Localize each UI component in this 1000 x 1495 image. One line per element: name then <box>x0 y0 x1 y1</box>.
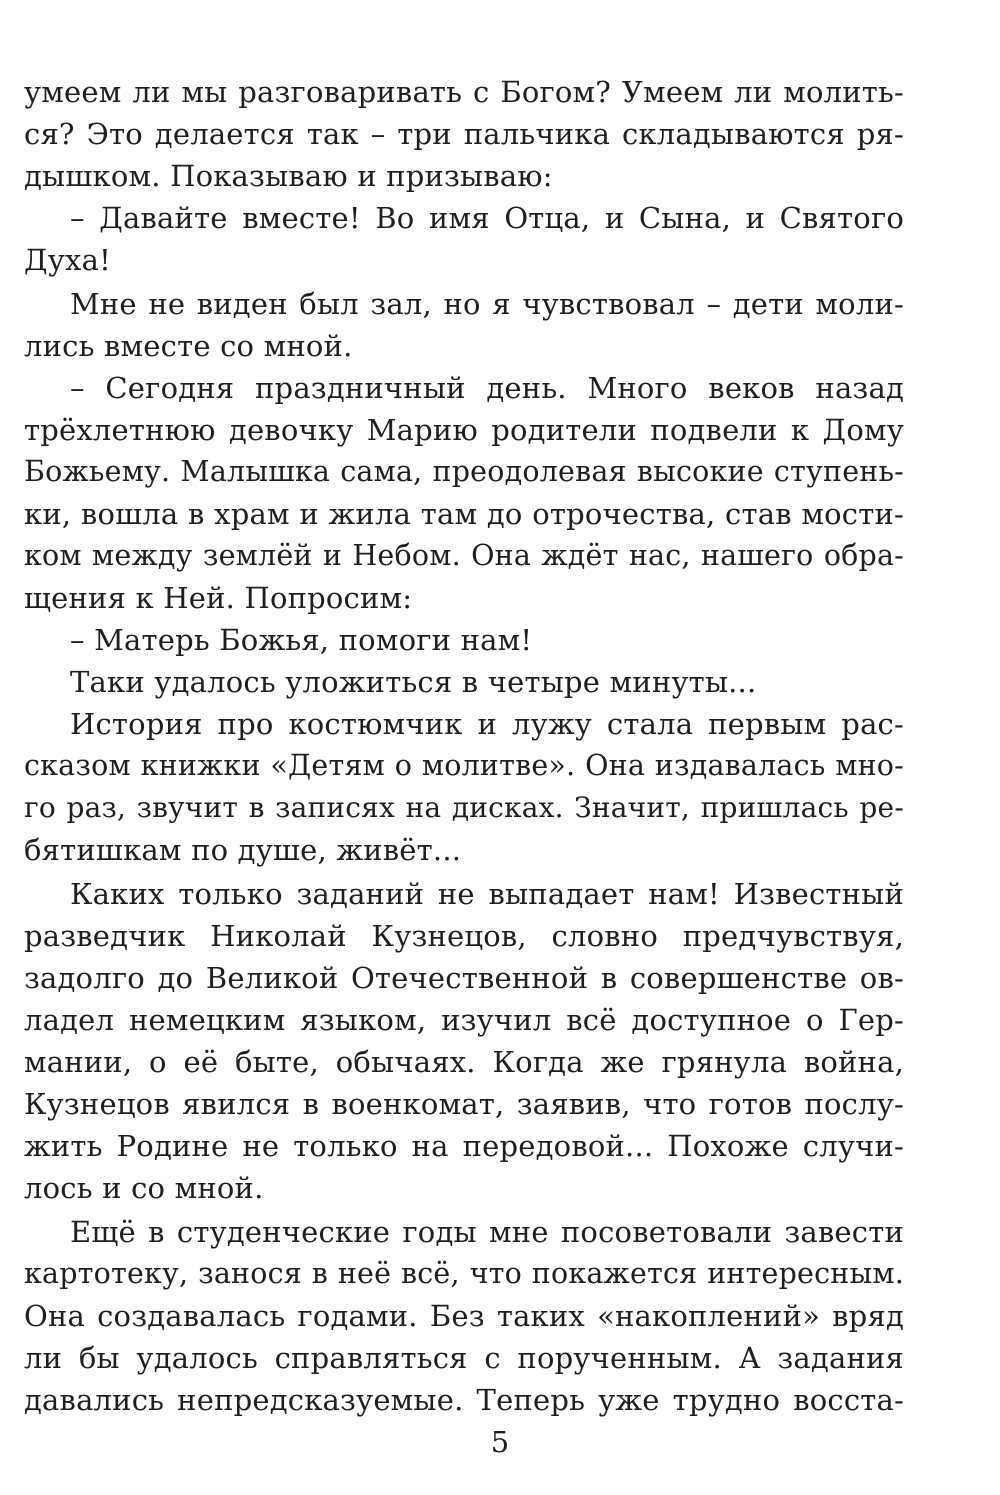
text-line: ся? Это делается так – три пальчика складываются ря- <box>24 117 904 151</box>
text-line: дышком. Показываю и призываю: <box>24 159 553 193</box>
text-line: сказом книжки «Детям о молитве». Она издавалась мно- <box>24 749 904 782</box>
text-line: картотеку, занося в неё всё, что покажется интересным. <box>24 1257 904 1290</box>
text-line: – Давайте вместе! Во имя Отца, и Сына, и Святого <box>70 201 904 235</box>
text-line: Духа! <box>24 243 111 277</box>
text-line: Таки удалось уложиться в четыре минуты... <box>70 665 757 699</box>
text-line: давались непредсказуемые. Теперь уже трудно восста- <box>24 1383 904 1417</box>
text-line: задолго до Великой Отечественной в совершенстве ов- <box>24 961 904 995</box>
text-line: – Матерь Божья, помоги нам! <box>70 623 533 657</box>
page-number: 5 <box>490 1425 510 1459</box>
text-line: ки, вошла в храм и жила там до отрочества, став мости- <box>24 497 904 531</box>
text-line: жить Родине не только на передовой... Похоже случи- <box>24 1129 904 1163</box>
text-line: лись вместе со мной. <box>24 329 353 363</box>
text-line: го раз, звучит в записях на дисках. Значит, пришлась ре- <box>24 791 904 824</box>
text-line: Она создавалась годами. Без таких «накоплений» вряд <box>24 1299 904 1333</box>
text-line: ладел немецким языком, изучил всё доступное о Гер- <box>24 1003 904 1037</box>
text-line: – Сегодня праздничный день. Много веков назад <box>70 371 904 405</box>
text-line: трёхлетнюю девочку Марию родители подвели к Дому <box>24 413 904 447</box>
text-line: ком между землёй и Небом. Она ждёт нас, нашего обра- <box>24 539 904 572</box>
text-line: Мне не виден был зал, но я чувствовал – дети моли- <box>70 287 904 321</box>
text-line: мании, о её быте, обычаях. Когда же грянула война, <box>24 1045 904 1079</box>
text-line: умеем ли мы разговаривать с Богом? Умеем ли молить- <box>24 75 904 109</box>
text-line: лось и со мной. <box>24 1171 264 1205</box>
text-line: Божьему. Малышка сама, преодолевая высокие ступень- <box>24 455 904 488</box>
text-line: Кузнецов явился в военкомат, заявив, что готов послу- <box>24 1087 904 1121</box>
text-line: щения к Ней. Попросим: <box>24 581 413 615</box>
text-line: Ещё в студенческие годы мне посоветовали завести <box>70 1215 904 1249</box>
text-line: бятишкам по душе, живёт... <box>24 833 462 867</box>
text-line: ли бы удалось справляться с порученным. А задания <box>24 1341 904 1375</box>
text-line: разведчик Николай Кузнецов, словно предчувствуя, <box>24 919 904 953</box>
text-line: История про костюмчик и лужу стала первым рас- <box>70 707 904 741</box>
text-line: Каких только заданий не выпадает нам! Известный <box>70 877 904 911</box>
